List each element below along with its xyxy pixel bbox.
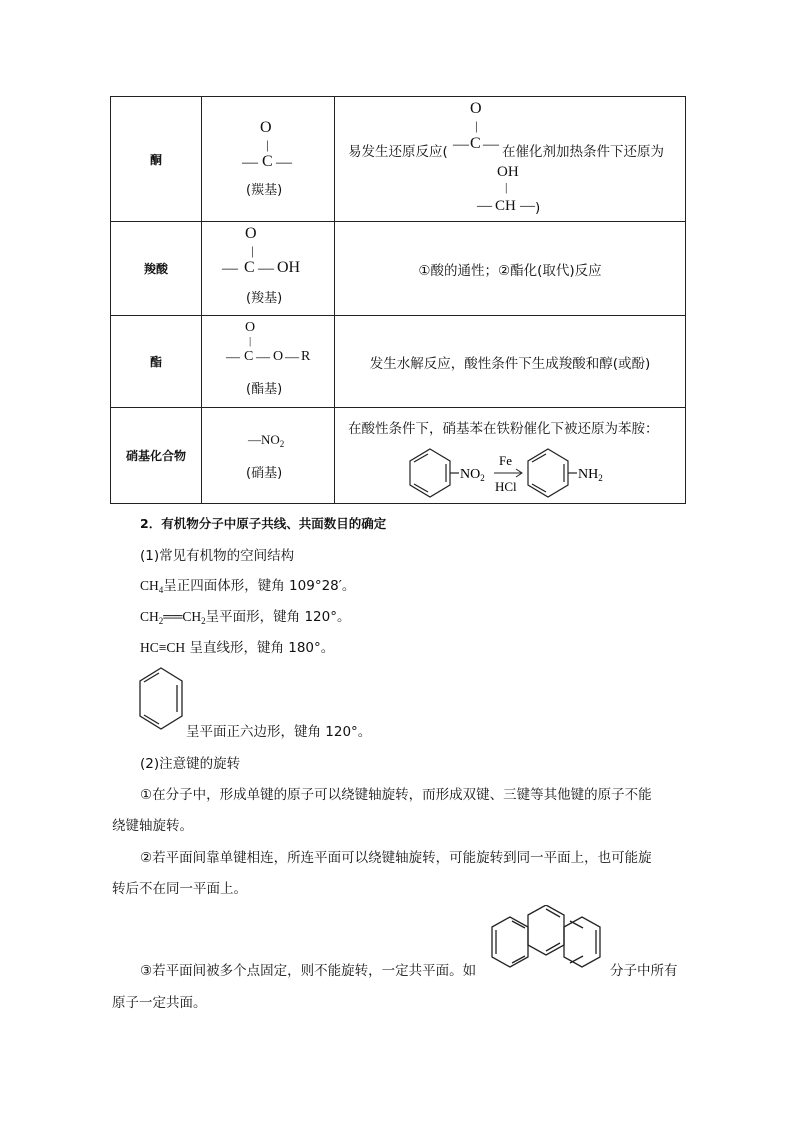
- group-cell: [202, 97, 335, 222]
- group-name: (硝基): [246, 465, 283, 481]
- nitro-formula: $—NO_2$ (硝基): [246, 431, 285, 481]
- property-cell: 易发生还原反应( O | — C — 在催化剂加热条件下还原为 OH | — CH — ): [335, 97, 686, 222]
- compound-name: 羧酸: [111, 222, 202, 316]
- acetylene-line: HC≡CH 呈直线形，键角 180°。: [140, 640, 335, 656]
- table-row: [111, 316, 686, 408]
- group-cell: [202, 222, 335, 316]
- group-cell: [202, 408, 335, 504]
- compound-name: 酮: [111, 97, 202, 222]
- section-heading: 2．有机物分子中原子共线、共面数目的确定: [140, 516, 387, 531]
- svg-text:HCl: HCl: [495, 478, 517, 494]
- group-name: (酯基): [246, 381, 283, 397]
- functional-group-table: [110, 96, 686, 504]
- table-row: [111, 222, 686, 316]
- group-name: (羰基): [246, 183, 283, 198]
- ethylene-line: $CH_2══CH_2$呈平面形，键角 120°。: [140, 609, 351, 626]
- paragraph-1-line: 绕键轴旋转。: [112, 818, 193, 834]
- benzene-ring-icon: [410, 449, 459, 497]
- benzene-ring-icon: [528, 449, 577, 497]
- svg-text:NH2: $NH_2$: [578, 466, 603, 483]
- paragraph-2-line: 转后不在同一平面上。: [112, 881, 247, 897]
- property-cell: ①酸的通性；②酯化(取代)反应: [335, 222, 686, 316]
- table-row: [111, 97, 686, 222]
- methane-line: $CH_4$呈正四面体形，键角 109°28′。: [140, 578, 356, 595]
- paragraph-3-line: ③若平面间被多个点固定，则不能旋转，一定共平面。如: [140, 963, 477, 979]
- ester-formula: O | — C — O — R (酯基): [226, 319, 311, 397]
- reaction-arrow-icon: [494, 469, 522, 477]
- property-cell: 在酸性条件下，硝基苯在铁粉催化下被还原为苯胺： $NO_2$ Fe HCl $NH_2$: [335, 408, 686, 504]
- compound-name: 硝基化合物: [111, 408, 202, 504]
- benzene-structure-icon: [138, 664, 186, 738]
- anthracene-structure-icon: [490, 905, 608, 973]
- subsection-heading: (1)常见有机物的空间结构: [140, 548, 295, 564]
- group-cell: [202, 316, 335, 408]
- table-row: [111, 408, 686, 504]
- carbonyl-formula: O | — C — (羰基): [242, 119, 292, 198]
- carboxyl-formula: O | — C — OH (羧基): [222, 224, 301, 306]
- nitrobenzene-reduction-scheme: [405, 445, 645, 501]
- property-cell: 发生水解反应，酸性条件下生成羧酸和醇(或酚): [335, 316, 686, 408]
- compound-name: 酯: [111, 316, 202, 408]
- paragraph-2-line: ②若平面间靠单键相连，所连平面可以绕键轴旋转，可能旋转到同一平面上，也可能旋: [140, 850, 652, 866]
- paragraph-3-line: 分子中所有: [610, 963, 678, 979]
- svg-text:NO2: $NO_2$: [460, 466, 485, 483]
- paragraph-3-line: 原子一定共面。: [112, 995, 207, 1011]
- group-name: (羧基): [246, 290, 283, 306]
- benzene-description: 呈平面正六边形，键角 120°。: [186, 724, 372, 740]
- paragraph-1-line: ①在分子中，形成单键的原子可以绕键轴旋转，而形成双键、三键等其他键的原子不能: [140, 787, 652, 803]
- svg-text:Fe: Fe: [499, 452, 512, 468]
- subsection-heading: (2)注意键的旋转: [140, 756, 241, 772]
